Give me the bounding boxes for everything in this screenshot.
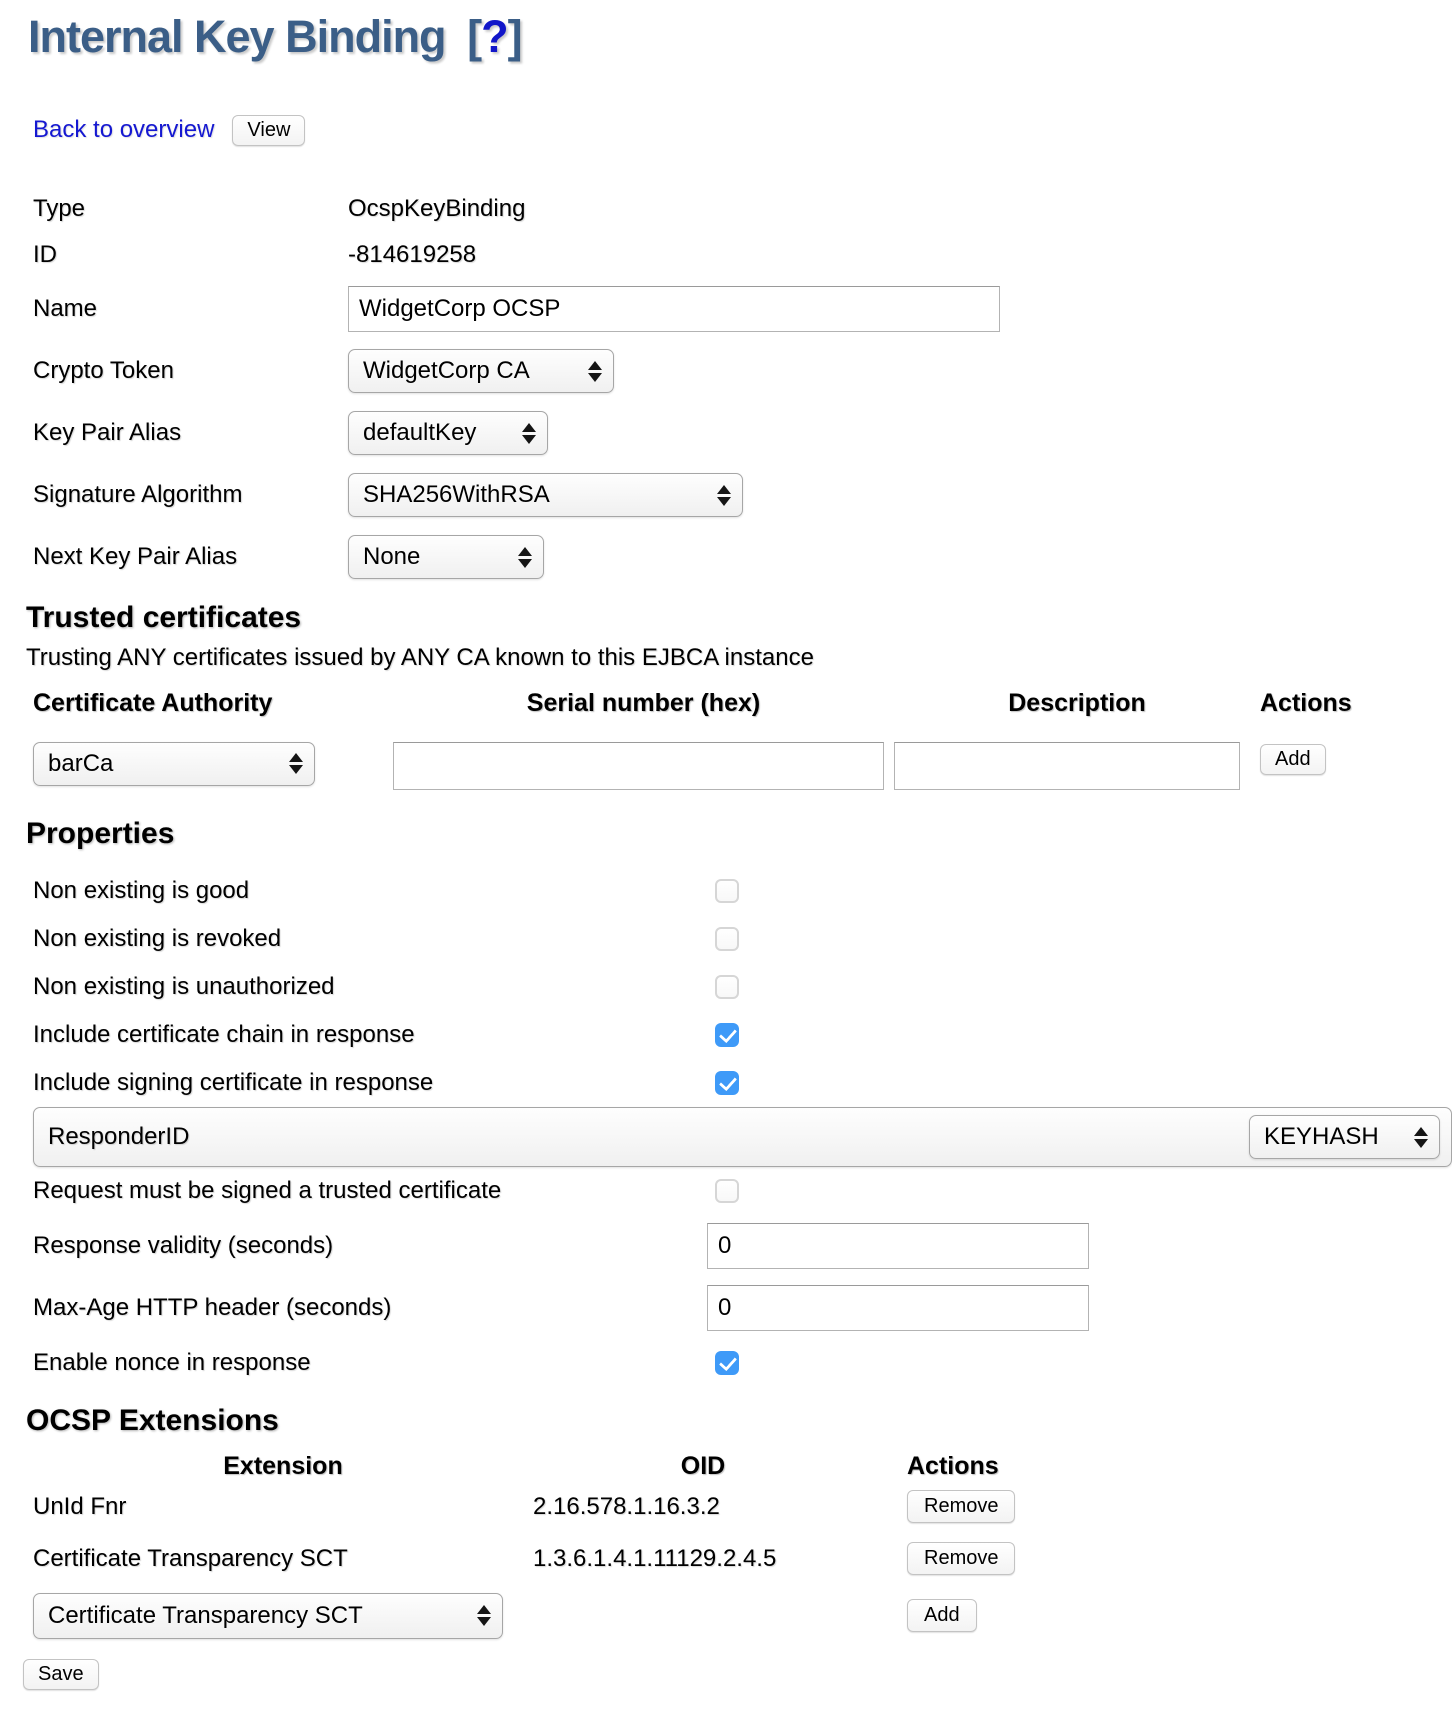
extension-actions-cell [873,1490,1452,1523]
select-arrows-icon [717,485,731,506]
ocsp-extensions-header-row [33,1451,1452,1481]
signature-algorithm-value: SHA256WithRSA [363,481,550,508]
column-serial-number: Serial number (hex) [526,688,761,717]
save-row [23,1659,1452,1690]
column-certificate-authority: Certificate Authority [33,688,273,717]
include-signing-certificate-label: Include signing certificate in response [33,1069,434,1096]
serial-cell [393,742,894,790]
property-row-non-existing-unauthorized [33,963,1452,1011]
actions-cell [1260,742,1452,775]
remove-extension-button[interactable]: Remove [907,1542,1015,1575]
add-extension-button[interactable]: Add [907,1599,977,1632]
ca-cell [33,742,393,786]
extension-select-value: Certificate Transparency SCT [48,1601,363,1629]
extension-actions-cell [873,1542,1452,1575]
crypto-token-value: WidgetCorp CA [363,357,530,384]
property-row-non-existing-good [33,867,1452,915]
non-existing-unauthorized-label: Non existing is unauthorized [33,973,335,1000]
signature-algorithm-row [33,464,1452,526]
key-pair-alias-label: Key Pair Alias [33,419,182,446]
select-arrows-icon [289,753,303,774]
extension-actions-cell [873,1599,1452,1632]
help-bracket-open: [ [467,11,482,62]
trusted-certificates-heading: Trusted certificates [26,601,302,634]
extension-name: UnId Fnr [33,1492,127,1520]
help-bracket-close: ] [507,11,522,62]
non-existing-unauthorized-checkbox[interactable] [715,975,739,999]
page-title [28,10,1452,64]
crypto-token-select[interactable] [348,349,614,393]
back-to-overview-link[interactable]: Back to overview [33,116,215,143]
key-pair-alias-value: defaultKey [363,419,477,446]
trusted-certificates-section [0,602,1452,790]
column-extension: Extension [223,1451,343,1480]
crypto-token-label: Crypto Token [33,357,174,384]
column-actions: Actions [1260,688,1352,717]
response-validity-label: Response validity (seconds) [33,1232,334,1259]
property-row-non-existing-revoked [33,915,1452,963]
id-row [33,232,1452,278]
responder-id-label: ResponderID [48,1123,190,1150]
trusted-certificates-note: Trusting ANY certificates issued by ANY CA known to this EJBCA instance [26,643,814,671]
next-key-pair-alias-label: Next Key Pair Alias [33,543,238,570]
select-arrows-icon [522,423,536,444]
next-key-pair-alias-value: None [363,543,421,570]
property-row-include-signing-certificate [33,1059,1452,1107]
ocsp-extensions-heading: OCSP Extensions [26,1404,279,1437]
properties-list [33,867,1452,1387]
request-must-be-signed-label: Request must be signed a trusted certificate [33,1177,502,1204]
signature-algorithm-label: Signature Algorithm [33,481,243,508]
non-existing-revoked-checkbox[interactable] [715,927,739,951]
name-input[interactable] [348,286,1000,332]
key-pair-alias-select[interactable] [348,411,548,455]
responder-id-value: KEYHASH [1264,1123,1379,1150]
responder-id-select[interactable] [1249,1115,1440,1159]
extension-add-row [33,1585,1452,1647]
non-existing-good-checkbox[interactable] [715,879,739,903]
view-button[interactable]: View [232,115,305,146]
include-certificate-chain-checkbox[interactable] [715,1023,739,1047]
extension-select[interactable] [33,1593,503,1639]
property-row-include-certificate-chain [33,1011,1452,1059]
enable-nonce-label: Enable nonce in response [33,1349,311,1376]
ocsp-extensions-list [33,1481,1452,1647]
extension-row [33,1481,1452,1533]
key-pair-alias-row [33,402,1452,464]
select-arrows-icon [588,361,602,382]
save-button[interactable]: Save [23,1659,99,1690]
properties-heading: Properties [26,816,175,850]
property-row-responder-id [33,1107,1452,1167]
type-row [33,186,1452,232]
certificate-authority-value: barCa [48,749,114,777]
next-key-pair-alias-select[interactable] [348,535,544,579]
name-label: Name [33,295,98,322]
select-arrows-icon [1414,1127,1428,1148]
certificate-authority-select[interactable] [33,742,315,786]
response-validity-input[interactable] [707,1223,1089,1269]
enable-nonce-checkbox[interactable] [715,1351,739,1375]
description-cell [894,742,1260,790]
extension-row [33,1533,1452,1585]
property-row-response-validity [33,1215,1452,1277]
non-existing-revoked-label: Non existing is revoked [33,925,282,952]
request-must-be-signed-checkbox[interactable] [715,1179,739,1203]
type-label: Type [33,195,86,222]
column-extension-actions: Actions [907,1451,999,1480]
extension-oid: 1.3.6.1.4.1.11129.2.4.5 [533,1544,777,1572]
extension-oid: 2.16.578.1.16.3.2 [533,1492,720,1520]
help-link[interactable]: ? [481,11,508,62]
include-certificate-chain-label: Include certificate chain in response [33,1021,415,1048]
key-binding-form [33,186,1452,588]
add-trusted-certificate-button[interactable]: Add [1260,744,1326,775]
id-label: ID [33,241,57,268]
property-row-request-must-be-signed [33,1167,1452,1215]
remove-extension-button[interactable]: Remove [907,1490,1015,1523]
signature-algorithm-select[interactable] [348,473,743,517]
non-existing-good-label: Non existing is good [33,877,250,904]
trusted-certificate-add-row [33,742,1452,790]
type-value: OcspKeyBinding [348,195,526,222]
page-title-text: Internal Key Binding [28,11,446,62]
crypto-token-row [33,340,1452,402]
select-arrows-icon [518,547,532,568]
extension-select-cell [33,1593,533,1639]
serial-number-input[interactable] [393,742,884,790]
description-input[interactable] [894,742,1240,790]
trusted-certificates-header-row [33,688,1452,718]
column-description: Description [1008,688,1146,717]
id-value: -814619258 [348,241,477,268]
select-arrows-icon [477,1605,491,1626]
max-age-http-header-label: Max-Age HTTP header (seconds) [33,1294,392,1321]
property-row-enable-nonce [33,1339,1452,1387]
name-row [33,278,1452,340]
next-key-pair-alias-row [33,526,1452,588]
toolbar [33,114,1452,146]
property-row-max-age-http-header [33,1277,1452,1339]
extension-name: Certificate Transparency SCT [33,1544,348,1572]
max-age-http-header-input[interactable] [707,1285,1089,1331]
include-signing-certificate-checkbox[interactable] [715,1071,739,1095]
column-oid: OID [680,1451,726,1480]
